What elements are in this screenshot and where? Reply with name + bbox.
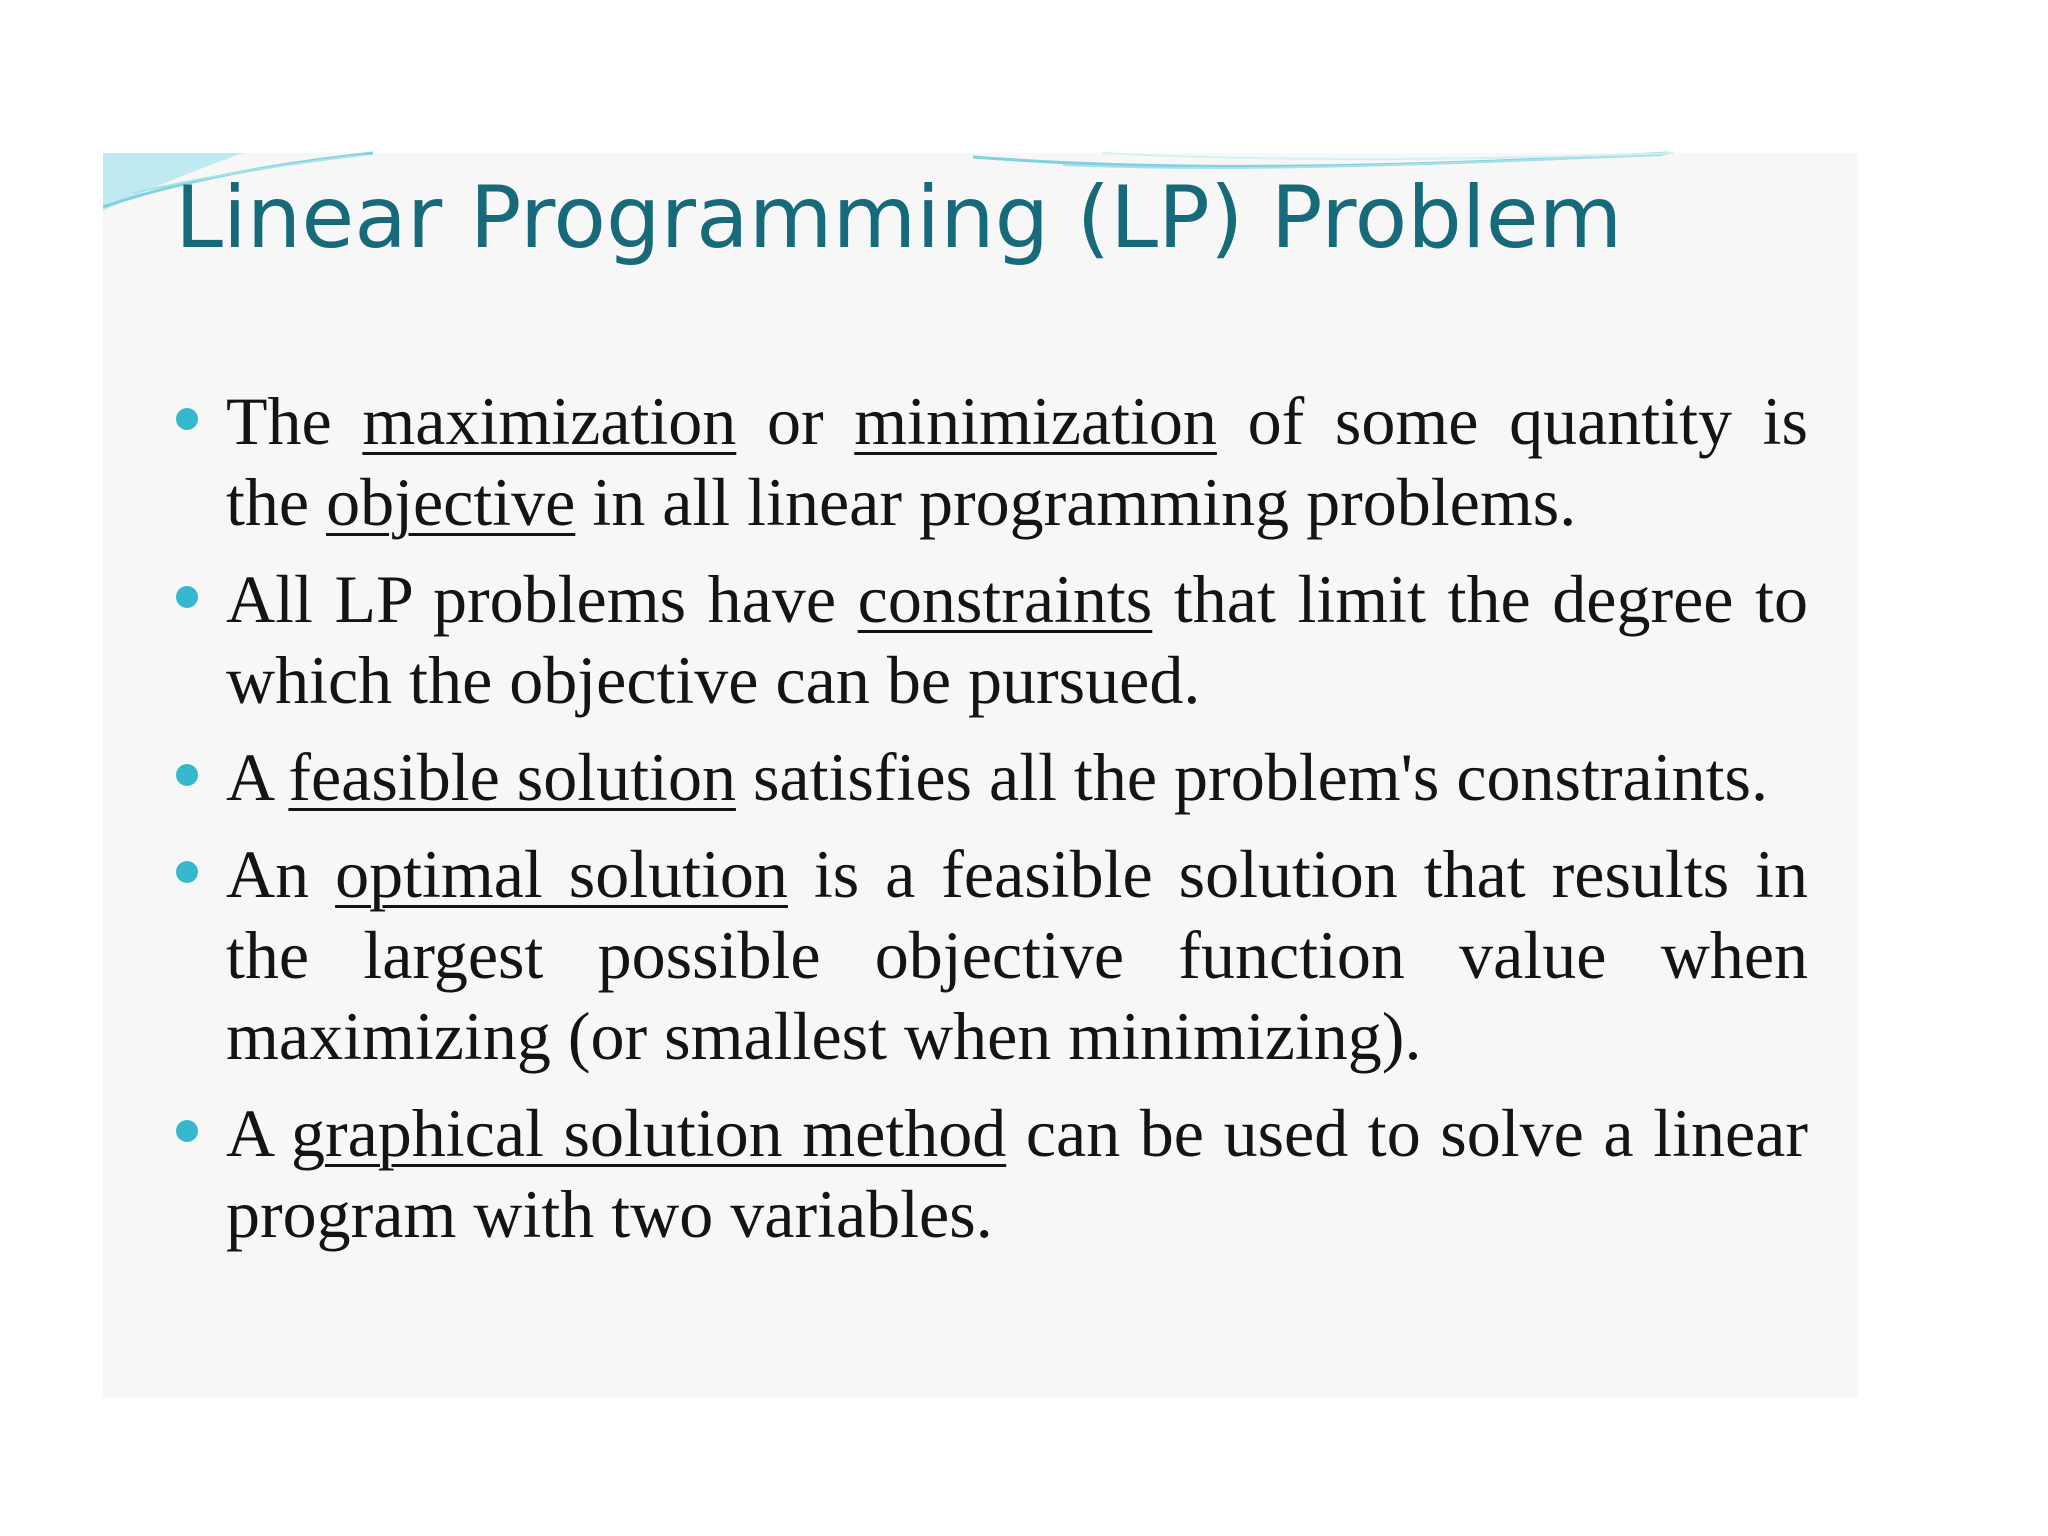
bullet-dot-icon xyxy=(176,408,198,430)
underlined-term: graphical solution method xyxy=(290,1095,1007,1171)
bullet-dot-icon xyxy=(176,586,198,608)
bullet-item xyxy=(226,559,1808,721)
bullet-item xyxy=(226,1093,1808,1255)
bullet-text: An optimal solution is a feasible solution that results in the largest possible objective function value when maximizing (or smallest when minimizing). xyxy=(226,836,1809,1074)
bullet-text: All LP problems have constraints that limit the degree to which the objective can be pursued. xyxy=(226,561,1808,718)
bullet-text: A graphical solution method can be used to solve a linear program with two variables. xyxy=(226,1095,1808,1252)
bullet-dot-icon xyxy=(176,1120,198,1142)
bullet-item xyxy=(226,834,1808,1077)
slide xyxy=(103,153,1858,1398)
underlined-term: objective xyxy=(326,464,576,540)
bullet-text: A feasible solution satisfies all the problem's constraints. xyxy=(226,739,1768,815)
bullet-list xyxy=(226,381,1808,1271)
bullet-dot-icon xyxy=(176,861,198,883)
bullet-item xyxy=(226,737,1808,818)
bullet-text: The maximization or minimization of some quantity is the objective in all linear programming problems. xyxy=(226,383,1808,540)
underlined-term: constraints xyxy=(857,561,1153,637)
underlined-term: feasible solution xyxy=(288,739,736,815)
underlined-term: maximization xyxy=(362,383,737,459)
bullet-dot-icon xyxy=(176,764,198,786)
underlined-term: optimal solution xyxy=(335,836,788,912)
slide-title: Linear Programming (LP) Problem xyxy=(175,168,1623,268)
bullet-item xyxy=(226,381,1808,543)
underlined-term: minimization xyxy=(854,383,1217,459)
